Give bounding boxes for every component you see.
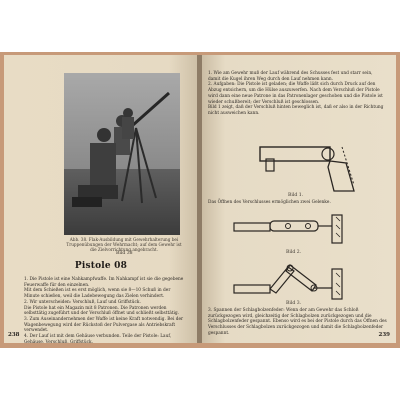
section-title: Pistole 08 <box>74 261 128 271</box>
paragraph: 4. Der Lauf ist mit dem Gehäuse verbunden. Teile der Pistole: Lauf, Gehäuse, Verschluß, Griffstück. <box>24 334 172 343</box>
paragraph: 1. Die Pistole ist eine Nahkampfwaffe. Im Nahkampf ist sie die gegebene Feuerwaffe für den einzelnen. <box>24 277 184 288</box>
toggle-link-diagram-open <box>232 255 362 303</box>
fig3-label: Bild 3. <box>286 301 302 306</box>
paragraph: 3. Zum Auseinandernehmen der Waffe ist keine Kraft notwendig. Bei der Wagenbewegung wird der Rückstoß der Pulvergase als Antriebskraft verwendet. <box>24 316 184 334</box>
paragraph: 2. Aufgaben: Die Pistole ist geladen; die Waffe läßt sich durch Druck auf den Abzug entsichern, um die Hülse auszuwerfen. Nach dem Verschluß der Pistole wird dann eine neue Patrone in das Patronenlager geschoben und die Pistole ist wieder schußbereit; der Verschluß ist geschlossen. <box>208 82 383 105</box>
right-page <box>202 55 396 343</box>
figure-caption: Abb. 38. Flak-Ausbildung mit Gewehrhalterung bei Truppenübungen der Wehrmacht; auf dem Gewehr ist die Zielvorrichtung angebracht. <box>66 237 182 253</box>
page-number: 239 <box>378 332 390 338</box>
toggle-link-diagram-closed <box>232 211 362 249</box>
fig2-label: Bild 2. <box>286 250 302 255</box>
photograph-soldiers-with-rifle-mount <box>64 73 180 235</box>
left-page <box>4 55 198 343</box>
paragraph: Bild 1 zeigt, daß der Verschluß hinten beweglich ist, daß er also in der Richtung nicht ausweichen kann. <box>208 105 384 116</box>
page-number: 238 <box>8 332 20 338</box>
paragraph: Die Pistole hat ein Magazin mit 8 Patronen. Die Patronen werden selbsttätig zugeführt und der Verschluß öffnet und schließt selbsttätig. <box>24 305 179 317</box>
paragraph: 1. Wie am Gewehr muß der Lauf während des Schusses fest und starr sein, damit die Kugel ihren Weg durch den Lauf nehmen kann. <box>208 71 373 82</box>
fig1-label: Bild 1. <box>288 193 304 198</box>
figure-label: Bild 38 <box>116 251 133 256</box>
pistol-mechanism-diagram <box>242 137 362 195</box>
paragraph: Mit dem Schießen ist es erst möglich, wenn sie 8—10 Schuß in der Minute schießen, weil die Ladebewegung das Zielen verhindert. <box>24 288 171 300</box>
right-bottom-text <box>208 308 388 337</box>
open-book <box>0 52 400 348</box>
paragraph: 3. Spannen der Schlagbolzenfeder: Wenn der am Gewehr das Schloß zurückgezogen wird, gleichzeitig der Schlagbolzen zurückgezogen und die Schlagbolzenfeder gespannt. Ebenso wird es bei der Pistole durch das Öffnen des Verschlusses der Schlagbolzen zurückgezogen und damit die Schlagbolzenfeder gespannt. <box>208 308 387 336</box>
fig1-caption: Das Öffnen des Verschlusses ermöglichen zwei Gelenke. <box>208 200 331 205</box>
left-body-text <box>24 277 186 343</box>
right-body-text <box>208 71 384 117</box>
paragraph: 2. Wir unterscheiden: Verschluß, Lauf und Griffstück. <box>24 299 141 305</box>
